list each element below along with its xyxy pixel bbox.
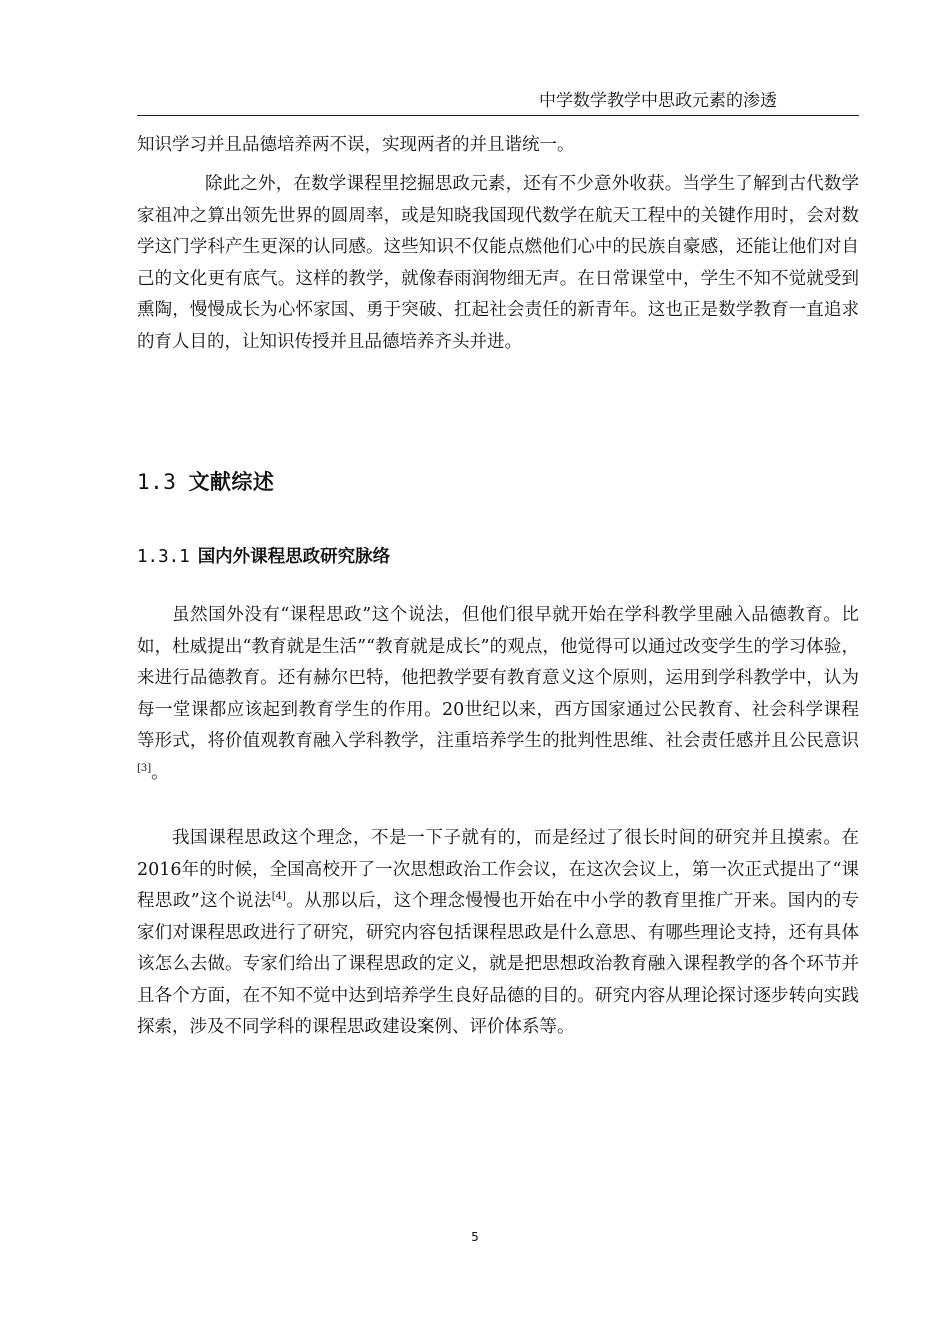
paragraph-domestic-research (137, 823, 859, 1044)
paragraph-domestic-research-start: 我国课程思政这个理念，不是一下子就有的，而是经过了很长时间的研究并且摸索。在2016年的时候，全国高校开了一次思想政治工作会议，在这次会议上，第一次正式提出了“课程思政”这个说法 (137, 828, 859, 911)
citation-4[interactable]: [4] (271, 891, 286, 903)
subsection-title: 国内外课程思政研究脉络 (197, 547, 391, 567)
paragraph-domestic-research-end: 。从那以后，这个理念慢慢也开始在中小学的教育里推广开来。国内的专家们对课程思政进行了研究，研究内容包括课程思政是什么意思、有哪些理论支持，还有具体该怎么去做。专家们给出了课程思政的定义，就是把思想政治教育融入课程教学的各个环节并且各个方面，在不知不觉中达到培养学生良好品德的目的。研究内容从理论探讨逐步转向实践探索，涉及不同学科的课程思政建设案例、评价体系等。 (137, 891, 860, 1037)
citation-3[interactable]: [3] (137, 762, 152, 774)
running-header (137, 90, 859, 116)
subsection-heading (137, 543, 390, 568)
section-heading (137, 466, 274, 496)
paragraph-math-ideology-benefits: 除此之外，在数学课程里挖掘思政元素，还有不少意外收获。当学生了解到古代数学家祖冲之算出领先世界的圆周率，或是知晓我国现代数学在航天工程中的关键作用时，会对数学这门学科产生更深的认同感。这些知识不仅能点燃他们心中的民族自豪感，还能让他们对自己的文化更有底气。这样的教学，就像春雨润物细无声。在日常课堂中，学生不知不觉就受到熏陶，慢慢成长为心怀家国、勇于突破、扛起社会责任的新青年。这也正是数学教育一直追求的育人目的，让知识传授并且品德培养齐头并进。 (137, 174, 859, 352)
paragraph-end-mark: 。 (151, 762, 169, 783)
page-number: 5 (471, 1230, 479, 1244)
section-title: 文献综述 (188, 469, 275, 494)
subsection-number: 1.3.1 (137, 547, 190, 567)
paragraph-continuation: 知识学习并且品德培养两不误，实现两者的并且谐统一。 (137, 135, 575, 155)
paragraph-foreign-research-text: 虽然国外没有“课程思政”这个说法，但他们很早就开始在学科教学里融入品德教育。比如，杜威提出“教育就是生活”“教育就是成长”的观点，他觉得可以通过改变学生的学习体验，来进行品德教育。还有赫尔巴特，他把教学要有教育意义这个原则，运用到学科教学中，认为每一堂课都应该起到教育学生的作用。20世纪以来，西方国家通过公民教育、社会科学课程等形式，将价值观教育融入学科教学，注重培养学生的批判性思维、社会责任感并且公民意识 (137, 605, 859, 751)
paragraph-foreign-research (137, 600, 859, 789)
running-header-title: 中学数学教学中思政元素的渗透 (539, 91, 777, 111)
section-number: 1.3 (137, 470, 177, 494)
